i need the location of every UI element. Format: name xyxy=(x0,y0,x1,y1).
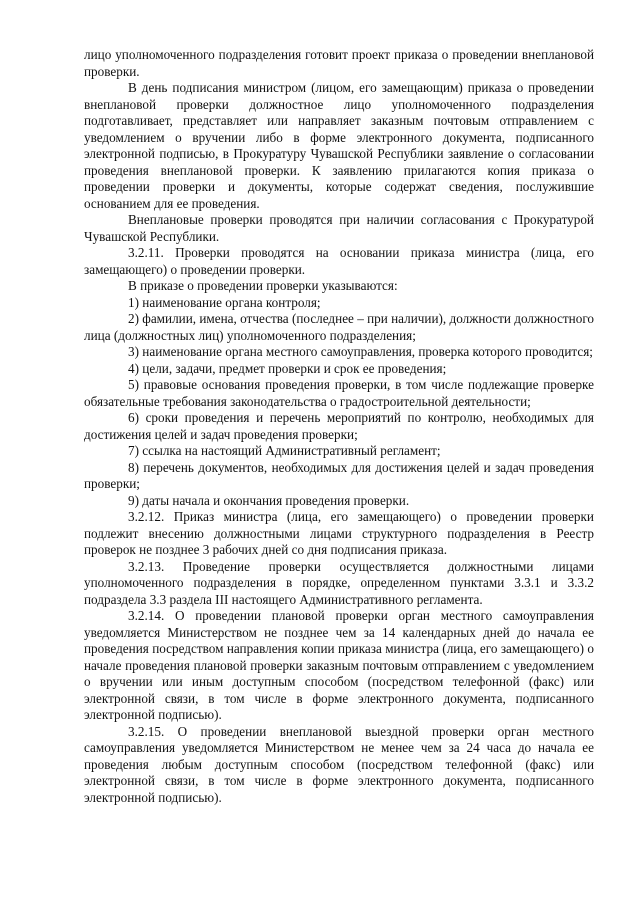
list-item-8: 8) перечень документов, необходимых для достижения целей и задач проведения проверки; xyxy=(84,459,594,491)
list-item-1: 1) наименование органа контроля; xyxy=(128,294,321,310)
paragraph-3: Внеплановые проверки проводятся при наличии согласования с Прокуратурой Чувашской Республики. xyxy=(84,212,594,244)
paragraph-3-2-14: 3.2.14. О проведении плановой проверки орган местного самоуправления уведомляется Министерством не позднее чем за 14 календарных дней до начала ее проведения посредством направления копии приказа министра (лица, его замещающего) о начале проведения плановой проверки заказным почтовым отправлением с уведомлением о вручении или иным доступным способом (посредством телефонной (факс) или электронной связи, в том числе в форме электронного документа, подписанного электронной подписью). xyxy=(84,608,594,722)
list-item-7: 7) ссылка на настоящий Административный регламент; xyxy=(128,443,441,458)
paragraph-3-2-12: 3.2.12. Приказ министра (лица, его замещающего) о проведении проверки подлежит внесению должностными лицами структурного подразделения в Реестр проверок не позднее 3 рабочих дней со дня подписания приказа. xyxy=(84,509,594,557)
paragraph-3-2-13: 3.2.13. Проведение проверки осуществляется должностными лицами уполномоченного подразделения в порядке, определенном пунктами 3.3.1 и 3.3.2 подраздела 3.3 раздела III настоящего Административного регламента. xyxy=(84,558,594,607)
paragraph-1: лицо уполномоченного подразделения готовит проект приказа о проведении внеплановой проверки. xyxy=(84,47,594,79)
list-item-4: 4) цели, задачи, предмет проверки и срок ее проведения; xyxy=(128,360,447,376)
paragraph-3-2-15: 3.2.15. О проведении внеплановой выездной проверки орган местного самоуправления уведомляется Министерством не менее чем за 24 часа до начала ее проведения любым доступным способом (посредством телефонной (факс) или электронной связи, в том числе в форме электронного документа, подписанного электронной подписью). xyxy=(84,723,594,805)
list-item-5: 5) правовые основания проведения проверки, в том числе подлежащие проверке обязательные требования законодательства о градостроительной деятельности; xyxy=(84,377,594,409)
paragraph-2: В день подписания министром (лицом, его замещающим) приказа о проведении внеплановой проверки должностное лицо уполномоченного подразделения подготавливает, представляет или направляет заказным почтовым отправлением с уведомлением о вручении либо в форме электронного документа, подписанного электронной подписью, в Прокуратуру Чувашской Республики заявление о согласовании проведения внеплановой проверки. К заявлению прилагаются копия приказа о проведении проверки и документы, которые содержат сведения, послужившие основанием для ее проведения. xyxy=(84,80,594,211)
list-item-9: 9) даты начала и окончания проведения проверки. xyxy=(128,492,410,508)
list-item-2: 2) фамилии, имена, отчества (последнее – при наличии), должности должностного лица (должностных лиц) уполномоченного подразделения; xyxy=(84,311,595,343)
document-body xyxy=(84,47,594,806)
paragraph-5: В приказе о проведении проверки указываются: xyxy=(128,278,398,293)
list-item-3: 3) наименование органа местного самоуправления, проверка которого проводится; xyxy=(128,344,593,359)
paragraph-4: 3.2.11. Проверки проводятся на основании приказа министра (лица, его замещающего) о проведении проверки. xyxy=(84,245,594,277)
list-item-6: 6) сроки проведения и перечень мероприятий по контролю, необходимых для достижения целей и задач проведения проверки; xyxy=(84,410,594,442)
